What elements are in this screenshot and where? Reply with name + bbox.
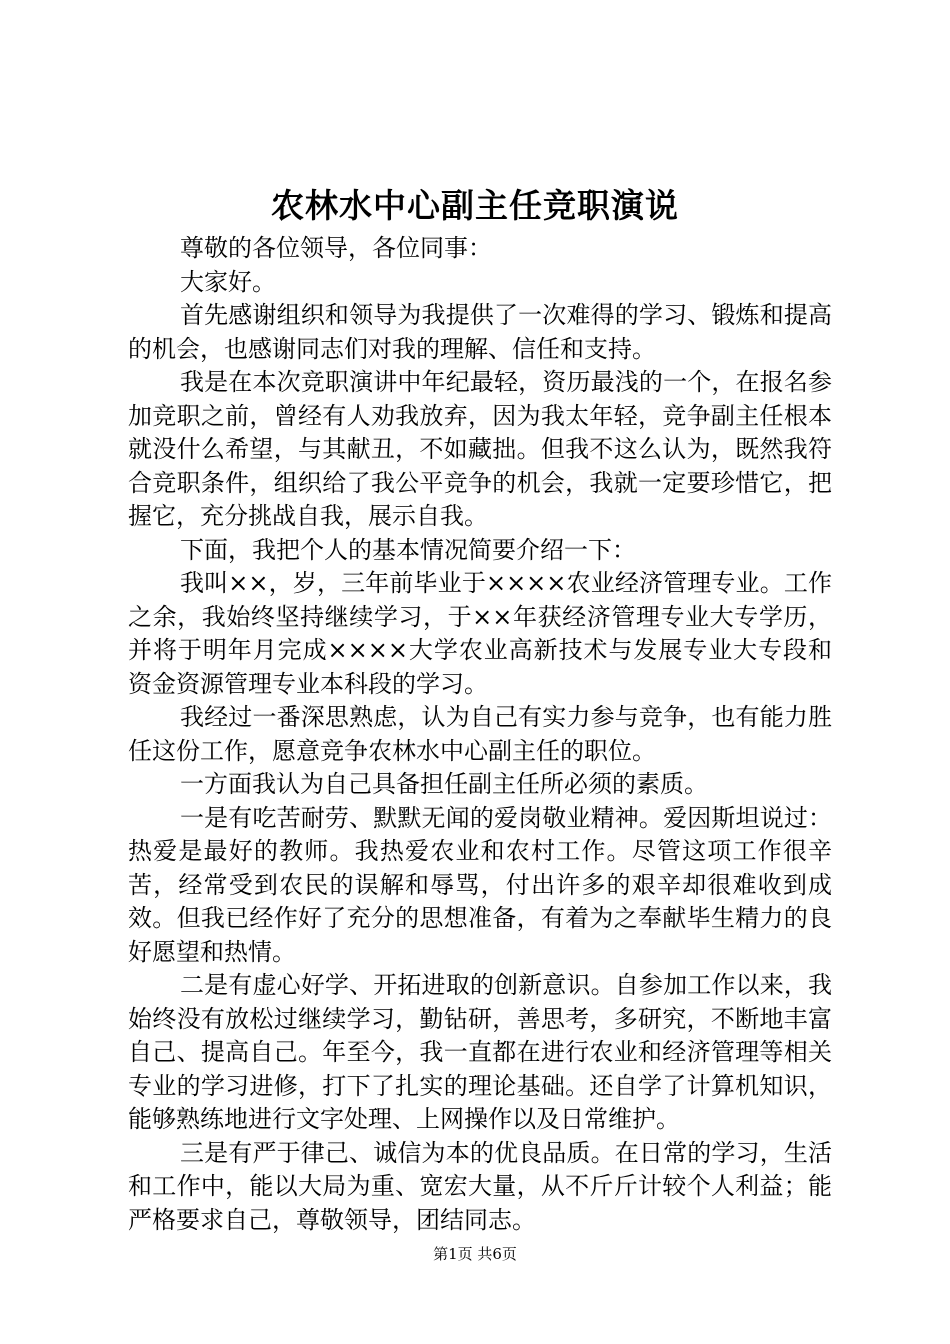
paragraph-qualities-lead: 一方面我认为自己具备担任副主任所必须的素质。 bbox=[180, 770, 708, 798]
paragraph-quality-three: 三是有严于律己、诚信为本的优良品质。在日常的学习，生活和工作中，能以大局为重、宽宏大量，从不斤斤计较个人利益；能严格要求自己，尊敬领导，团结同志。 bbox=[128, 1138, 832, 1234]
paragraph-intro-lead: 下面，我把个人的基本情况简要介绍一下： bbox=[180, 535, 636, 564]
document-title: 农林水中心副主任竞职演说 bbox=[271, 186, 679, 225]
paragraph-quality-one: 一是有吃苦耐劳、默默无闻的爱岗敬业精神。爱因斯坦说过：热爱是最好的教师。我热爱农业和农村工作。尽管这项工作很辛苦，经常受到农民的误解和辱骂，付出许多的艰辛却很难收到成效。但我已经作好了充分的思想准备，有着为之奉献毕生精力的良好愿望和热情。 bbox=[128, 803, 832, 966]
document-body bbox=[128, 232, 832, 1237]
paragraph-salutation: 尊敬的各位领导，各位同事： bbox=[180, 234, 492, 262]
page-number-footer: 第1页 共6页 bbox=[433, 1245, 517, 1263]
paragraph-greeting: 大家好。 bbox=[180, 267, 276, 296]
paragraph-quality-two: 二是有虚心好学、开拓进取的创新意识。自参加工作以来，我始终没有放松过继续学习，勤钻研，善思考，多研究，不断地丰富自己、提高自己。年至今，我一直都在进行农业和经济管理等相关专业的学习进修，打下了扎实的理论基础。还自学了计算机知识，能够熟练地进行文字处理、上网操作以及日常维护。 bbox=[128, 971, 832, 1133]
paragraph-decision: 我经过一番深思熟虑，认为自己有实力参与竞争，也有能力胜任这份工作，愿意竞争农林水中心副主任的职位。 bbox=[128, 703, 832, 765]
paragraph-motivation: 我是在本次竞职演讲中年纪最轻，资历最浅的一个，在报名参加竞职之前，曾经有人劝我放弃，因为我太年轻，竞争副主任根本就没什么希望，与其献丑，不如藏拙。但我不这么认为，既然我符合竞职条件，组织给了我公平竞争的机会，我就一定要珍惜它，把握它，充分挑战自我，展示自我。 bbox=[128, 368, 832, 530]
paragraph-background: 我叫××，岁，三年前毕业于××××农业经济管理专业。工作之余，我始终坚持继续学习，于××年获经济管理专业大专学历，并将于明年月完成××××大学农业高新技术与发展专业大专段和资金资源管理专业本科段的学习。 bbox=[128, 569, 832, 698]
paragraph-thanks: 首先感谢组织和领导为我提供了一次难得的学习、锻炼和提高的机会，也感谢同志们对我的理解、信任和支持。 bbox=[128, 301, 832, 363]
